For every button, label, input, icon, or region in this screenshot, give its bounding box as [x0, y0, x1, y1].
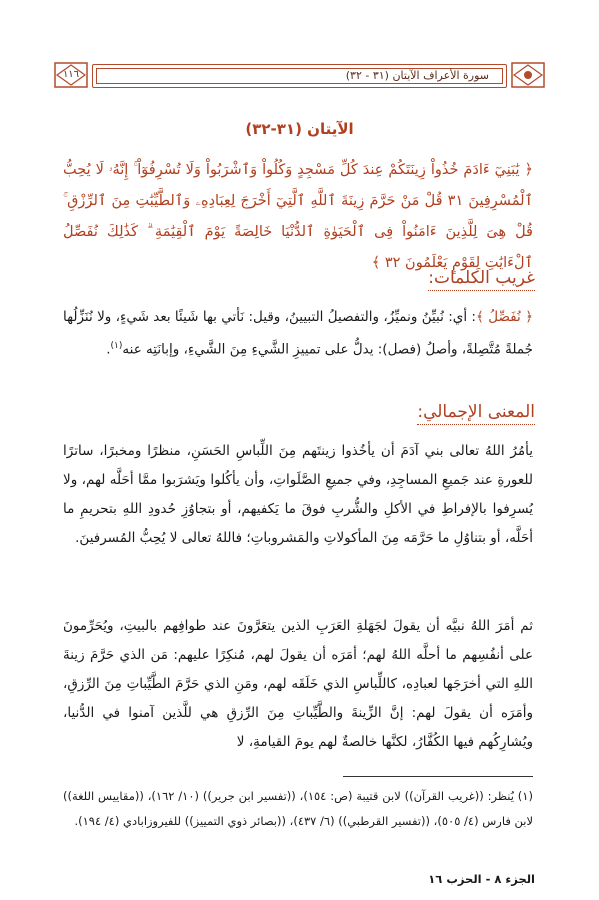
meaning-heading-text: المعنى الإجمالي:: [417, 402, 535, 425]
vocab-paragraph: ﴿ نُفَصِّلُ ﴾: أي: نُبيِّنُ ونميِّزُ، والتفصيلُ التبيينُ، وقيل: نَأتي بها شَيئًا بعد شَيءٍ، ولا نُنَزِّلُها جُملةً مُتَّصِلةً، وأصلُ (فصل): يدلُّ على تمييزِ الشَّيءِ مِنَ الشَّيءِ، وإبانَتِه عنه$^{(١)}$.: [63, 309, 533, 358]
quran-verses: ﴿ يَٰبَنِيٓ ءَادَمَ خُذُواْ زِينَتَكُمْ عِندَ كُلِّ مَسْجِدٍ وَكُلُواْ وَٱشْرَبُواْ وَلَا تُسْرِفُوٓاْ ۚ إِنَّهُۥ لَا يُحِبُّ ٱلْمُسْرِفِينَ ٣١ قُلْ مَنْ حَرَّمَ زِينَةَ ٱللَّهِ ٱلَّتِيٓ أَخْرَجَ لِعِبَادِهِۦ وَٱلطَّيِّبَٰتِ مِنَ ٱلرِّزْقِ ۚ قُلْ هِىَ لِلَّذِينَ ءَامَنُواْ فِى ٱلْحَيَوٰةِ ٱلدُّنْيَا خَالِصَةً يَوْمَ ٱلْقِيَٰمَةِ ۗ كَذَٰلِكَ نُفَصِّلُ ٱلْءَايَٰتِ لِقَوْمٍ يَعْلَمُونَ ٣٢ ﴾: [63, 162, 533, 271]
juz-hizb-label: الجزء ٨ - الحزب ١٦: [428, 872, 535, 886]
section-title: الآيتان (٣١-٣٢): [245, 120, 354, 138]
vocab-term: ﴿ نُفَصِّلُ ﴾: [475, 309, 533, 325]
footnote-separator: [343, 776, 533, 777]
meaning-paragraph-1: يأمُرُ اللهُ تعالى بني آدَمَ أن يأخُذوا زينتَهم مِنَ اللِّباسِ الحَسَنِ، منظرًا ومخبرًا، ساترًا للعورةِ عند جَميعِ المساجِدِ، وفي جميعِ الصَّلَواتِ، وأن يأكُلوا ويَشرَبوا ممَّا أحَلَّه لهم، ولا يُسرِفوا بالإفراطِ في الأكلِ والشُّربِ فوقَ ما يَكفيهم، أو بتجاوُزِ حُدودِ اللهِ بتحريمِ ما أحَلَّه، أو بتناوُلِ ما حَرَّمَه مِنَ المأكولاتِ والمَشروباتِ؛ فاللهُ تعالى لا يُحِبُّ المُسرفينَ.: [63, 443, 533, 546]
vocab-footnote-ref: (١): [110, 341, 123, 351]
vocab-text: : أي: نُبيِّنُ ونميِّزُ، والتفصيلُ التبيينُ، وقيل: نَأتي بها شَيئًا بعد شَيءٍ، ولا نُنَزِّلُها جُملةً مُتَّصِلةً، وأصلُ (فصل): يدلُّ على تمييزِ الشَّيءِ مِنَ الشَّيءِ، وإبانَتِه عنه: [63, 309, 533, 358]
footnote: (١) يُنظر: ((غريب القرآن)) لابن قتيبة (ص: ١٥٤)، ((تفسير ابن جرير)) (١٠/ ١٦٢)، ((مقاييس اللغة)) لابن فارس (٤/ ٥٠٥)، ((تفسير القرطبي)) (٦/ ٤٣٧)، ((بصائر ذوي التمييز)) للفيروزابادي (٤/ ١٩٤).: [63, 789, 533, 828]
meaning-paragraph-2: ثم أمَرَ اللهُ نبيَّه أن يقولَ لجَهَلةِ العَرَبِ الذين يتعَرَّونَ عند طوافِهم بالبيتِ، ويُحَرِّمونَ على أنفُسِهم ما أحلَّه اللهُ لهم؛ أمَرَه أن يقولَ لهم، مُنكِرًا عليهم: مَن الذي حَرَّمَ زينةَ اللهِ التي أخرَجَها لعبادِه، كاللِّباسِ الذي خَلَقَه لهم، ومَنِ الذي حَرَّمَ الطَّيِّباتِ مِنَ الرِّزقِ، وأمَرَه أن يقولَ لهم: إنَّ الزِّينةَ والطَّيِّباتِ مِنَ الرِّزقِ هي للَّذين آمنوا في الدُّنيا، ويُشارِكُهم فيها الكُفَّارُ، لكنَّها خالصةٌ لهم يومَ القيامةِ، لا: [63, 618, 533, 750]
meaning-heading: [417, 402, 535, 425]
vocab-heading: [428, 268, 535, 291]
page-number: ١١٦: [62, 69, 80, 80]
page-header: [52, 60, 547, 90]
header-title: سورة الأعراف الآيتان (٣١ - ٣٢): [345, 69, 489, 82]
header-ornament-right-icon: [509, 60, 547, 90]
vocab-heading-text: غريب الكلمات:: [428, 268, 535, 291]
